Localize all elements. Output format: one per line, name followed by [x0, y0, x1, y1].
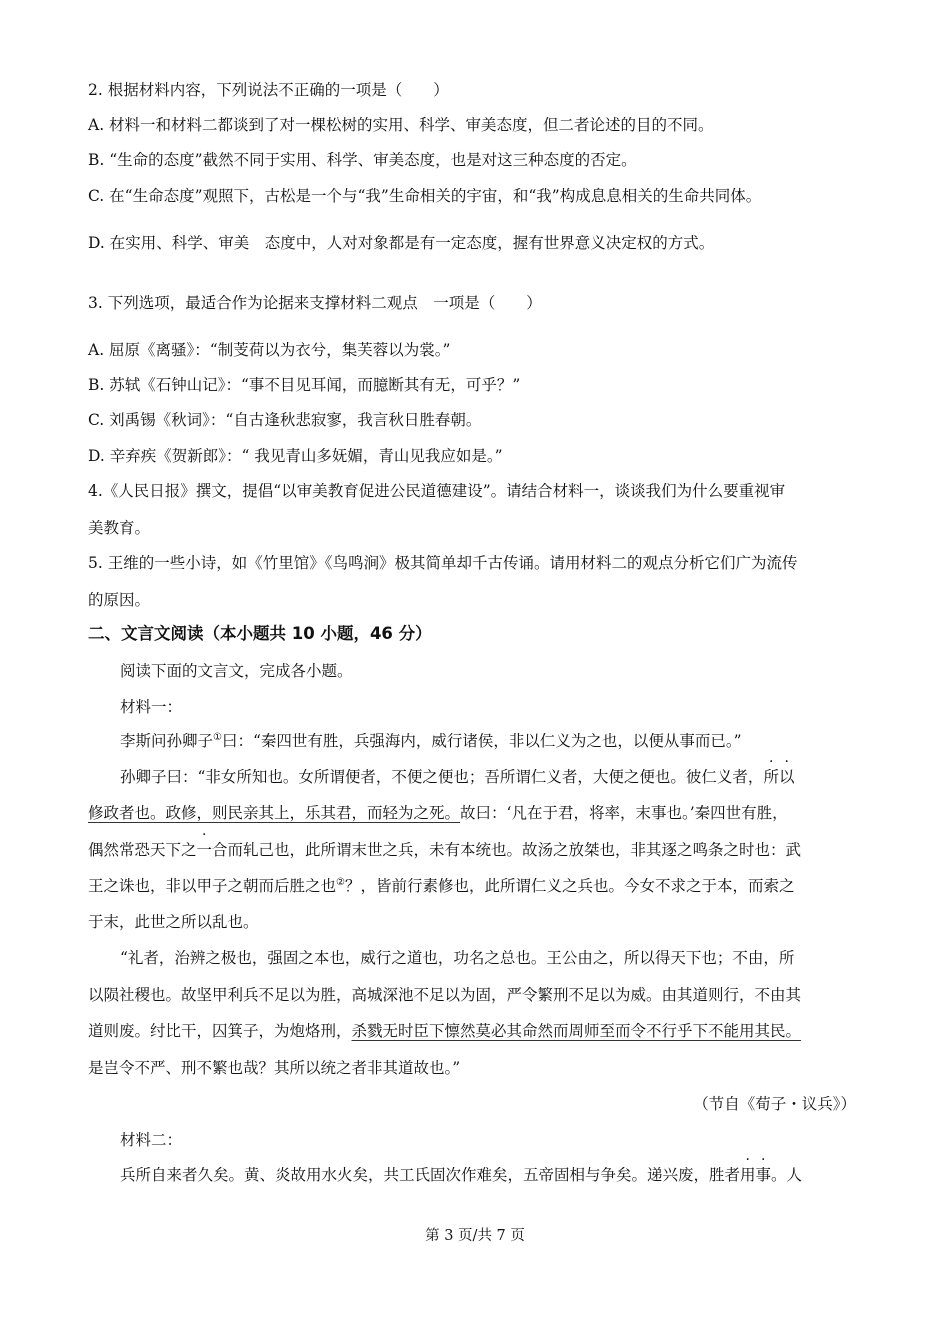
- question-5-line-2: 的原因。: [88, 591, 151, 609]
- question-4-line-1: 4.《人民日报》撰文，提倡“以审美教育促进公民道德建设”。请结合材料一，谈谈我们为什么要重视审: [88, 482, 786, 500]
- material-1-paragraph-2-line-1: 孙卿子曰：“非女所知也。女所谓便者，不便之便也；吾所谓仁义者，大便之便也。彼仁义者，所以: [120, 768, 795, 786]
- material-1-paragraph-3-line-4: 是岂令不严、刑不繁也哉？其所以统之者非其道故也。”: [88, 1059, 461, 1077]
- page-number-footer: 第 3 页/共 7 页: [425, 1228, 525, 1244]
- material-1-paragraph-3-line-1: “礼者，治辨之极也，强固之本也，威行之道也，功名之总也。王公由之，所以得天下也；不由，所: [120, 949, 795, 967]
- question-3-option-d: D. 辛弃疾《贺新郎》：“ 我见青山多妩媚，青山见我应如是。”: [88, 447, 503, 465]
- underlined-sentence-1: 修政者也。政修，则民亲其上，乐其君，而轻为之死。: [88, 804, 461, 822]
- material-1-paragraph-2-line-4: 王之诛也，非以甲子之朝而后胜之也②？，皆前行素修也，此所谓仁义之兵也。今女不求之于本，而索之: [88, 876, 795, 895]
- question-3-option-c: C. 刘禹锡《秋词》：“自古逢秋悲寂寥，我言秋日胜春朝。: [88, 411, 482, 429]
- material-1-label: 材料一：: [120, 698, 183, 716]
- question-4-line-2: 美教育。: [88, 519, 151, 537]
- footnote-2-marker: ②: [336, 876, 345, 888]
- emphasis-dot-char: 所: [763, 768, 779, 786]
- emphasis-dot-char: 事: [755, 1166, 772, 1184]
- material-1-paragraph-2-line-3: 偶然常恐天下之一合而轧己也，此所谓末世之兵，未有本统也。故汤之放桀也，非其逐之鸣条之时也：武: [88, 841, 802, 859]
- footnote-1-marker: ①: [213, 731, 222, 743]
- question-3-option-a: A. 屈原《离骚》：“制芰荷以为衣兮，集芙蓉以为裳。”: [88, 341, 451, 359]
- question-3-option-b: B. 苏轼《石钟山记》：“事不目见耳闻，而臆断其有无，可乎？”: [88, 376, 521, 394]
- question-2-option-a: A. 材料一和材料二都谈到了对一棵松树的实用、科学、审美态度，但二者论述的目的不同。: [88, 116, 714, 134]
- question-2-stem: 2. 根据材料内容，下列说法不正确的一项是（ ）: [88, 81, 449, 99]
- question-2-option-d: D. 在实用、科学、审美 态度中，人对对象都是有一定态度，握有世界意义决定权的方式。: [88, 234, 715, 252]
- material-1-paragraph-3-line-3: 道则废。纣比干，囚箕子，为炮烙刑，杀戮无时臣下懔然莫必其命然而周师至而令不行乎下不能用其民。: [88, 1022, 802, 1040]
- emphasis-dot-char: 以: [778, 768, 795, 786]
- section-2-heading: 二、文言文阅读（本小题共 10 小题，46 分）: [88, 624, 432, 643]
- emphasis-dot-char: 用: [740, 1166, 756, 1184]
- material-1-paragraph-2-line-5: 于末，此世之所以乱也。: [88, 913, 259, 931]
- material-1-paragraph-2-line-2: 修政者也。政修，则民亲其上，乐其君，而轻为之死。故曰：‘凡在于君，将率，末事也。’秦四世有胜，: [88, 804, 788, 822]
- material-1-source: （节自《荀子・议兵》）: [693, 1095, 856, 1113]
- material-2-label: 材料二：: [120, 1131, 183, 1149]
- material-1-paragraph-3-line-2: 以陨社稷也。故坚甲利兵不足以为胜，高城深池不足以为固，严令繁刑不足以为威。由其道则行，不由其: [88, 986, 802, 1004]
- underlined-sentence-2: 杀戮无时臣下懔然莫必其命然而周师至而令不行乎下不能用其民。: [351, 1022, 802, 1040]
- section-2-intro: 阅读下面的文言文，完成各小题。: [120, 662, 353, 680]
- question-5-line-1: 5. 王维的一些小诗，如《竹里馆》《鸟鸣涧》极其简单却千古传诵。请用材料二的观点分析它们广为流传: [88, 554, 798, 572]
- material-2-line-1: 兵所自来者久矣。黄、炎故用水火矣，共工氏固次作难矣，五帝固相与争矣。递兴废，胜者用事。人: [120, 1166, 803, 1184]
- emphasis-dot-char: 一: [196, 841, 213, 859]
- question-3-stem: 3. 下列选项，最适合作为论据来支撑材料二观点 一项是（ ）: [88, 294, 542, 312]
- material-1-paragraph-1: 李斯问孙卿子①曰：“秦四世有胜，兵强海内，威行诸侯，非以仁义为之也，以便从事而已。”: [120, 731, 742, 750]
- question-2-option-b: B. “生命的态度”截然不同于实用、科学、审美态度，也是对这三种态度的否定。: [88, 151, 637, 169]
- question-2-option-c: C. 在“生命态度”观照下，古松是一个与“我”生命相关的宇宙，和“我”构成息息相关的生命共同体。: [88, 187, 762, 205]
